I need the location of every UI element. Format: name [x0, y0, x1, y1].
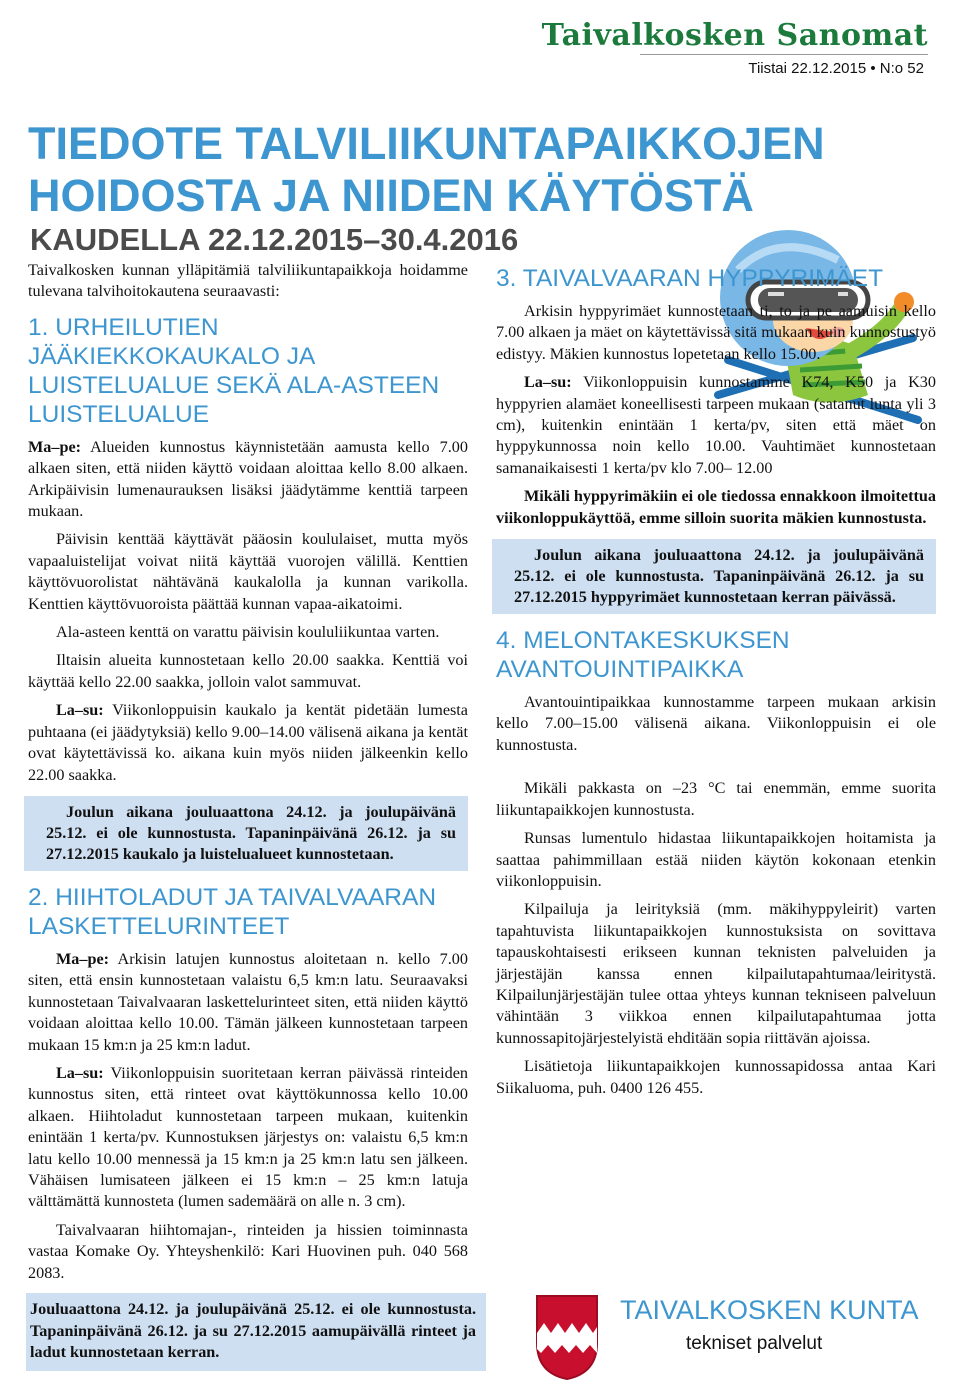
section-1-paragraph — [28, 700, 468, 786]
headline-line-1: TIEDOTE TALVILIIKUNTAPAIKKOJEN — [28, 118, 825, 169]
section-1-paragraph — [28, 437, 468, 523]
section-1-paragraph: Ala-asteen kenttä on varattu päivisin koululiikuntaa varten. — [56, 623, 440, 642]
section-3-paragraph: Arkisin hyppyrimäet kunnostetaan ti, to ja pe aamuisin kello 7.00 alkaen ja mäet on käytettävissä sitä mukaan kuin kunnostustyö edistyy. Mäkien kunnostus lopetetaan kello 15.00. — [496, 302, 936, 363]
newspaper-name: Taivalkosken Sanomat — [541, 18, 928, 53]
weekend-label: La–su: — [56, 701, 104, 720]
section-2-paragraph: Taivalvaaran hiihtomajan-, rinteiden ja hissien toiminnasta vastaa Komake Oy. Yhteyshenkilö: Kari Huovinen puh. 040 568 2083. — [28, 1220, 468, 1282]
section-2-paragraph — [28, 949, 468, 1056]
general-paragraph: Runsas lumentulo hidastaa liikuntapaikkojen hoitamista ja saattaa pahimmillaan estää niiden käytön kokonaan etenkin viikonloppuisin. — [496, 829, 936, 890]
page-headline — [28, 118, 825, 222]
section-1-p1-text: Alueiden kunnostus käynnistetään aamusta kello 7.00 alkaen siten, että niiden käyttö voidaan aloittaa kello 8.00 alkaen. Arkipäivisin lumenaurauksen lisäksi jäädytämme kenttiä tarpeen mukaan. — [28, 437, 468, 521]
section-1-p5-text: Viikonloppuisin kaukalo ja kentät pidetään lumesta puhtaana (ei jäädytyksiä) kello 9.00–14.00 välisenä aikana ja kentät ovat käytettävissä ko. aikana kuin myös niiden jälkeenkin kello 22.00 saakka. — [28, 701, 468, 784]
organization-unit: tekniset palvelut — [686, 1333, 823, 1354]
right-column — [496, 260, 936, 1106]
section-1-paragraph: Iltaisin alueita kunnostetaan kello 20.00 saakka. Kenttiä voi käyttää kello 22.00 saakka, jolloin valot sammuvat. — [28, 651, 468, 691]
section-2-p1-text: Arkisin latujen kunnostus aloitetaan n. kello 7.00 siten, että ensin kunnostetaan valaistu 6,5 km:n latu. Seuraavaksi kunnostetaan Taivalvaaran laskettelurinteet siten, että niiden käyttö voidaan aloittaa kello 10.00. Tämän jälkeen kunnostetaan tarpeen mukaan 15 km:n ja 25 km:n ladut. — [28, 949, 468, 1054]
section-2-heading: 2. HIIHTOLADUT JA TAIVALVAARAN LASKETTELURINTEET — [28, 883, 437, 940]
general-paragraph: Lisätietoja liikuntapaikkojen kunnossapidossa antaa Kari Siikaluoma, puh. 0400 126 455. — [496, 1057, 936, 1097]
intro-paragraph: Taivalkosken kunnan ylläpitämiä talviliikuntapaikkoja hoidamme tulevana talvihoitokautena seuraavasti: — [28, 261, 468, 301]
organization-name: TAIVALKOSKEN KUNTA — [620, 1295, 919, 1325]
weekday-label: Ma–pe: — [28, 437, 82, 456]
issue-line: Tiistai 22.12.2015 • N:o 52 — [748, 60, 924, 77]
page-subheadline: KAUDELLA 22.12.2015–30.4.2016 — [30, 222, 519, 257]
section-1-heading: 1. URHEILUTIEN JÄÄKIEKKOKAUKALO JA LUISTELUALUE SEKÄ ALA-ASTEEN LUISTELUALUE — [28, 313, 440, 428]
section-2-p2-text: Viikonloppuisin suoritetaan kerran päivässä rinteiden kunnostus siten, että rinteet ovat käyttökunnossa kello 10.00 alkaen. Hiihtoladut kunnostetaan tarpeen mukaan, kuitenkin enintään 1 kerta/pv. Kunnostuksen järjestys on: valaistu 6,5 km:n latu kello 10.00 mennessä ja 15 km:n ja 25 km:n latu sen jälkeen. Vähäisen lumisateen jälkeen ei 15 km:n – 25 km:n latuja välttämättä kunnosteta (lumen sademäärä on alle n. 3 cm). — [28, 1063, 468, 1211]
section-3-p2-text: Viikonloppuisin kunnostamme K74, K50 ja K30 hyppyrien alamäet koneellisesti tarpeen mukaan (satanut lunta yli 3 cm), kuitenkin enintään 1 kerta/pv, siten että mäet on hyppykunnossa noin kello 10.00. Vauhtimäet kunnostetaan samanaikaisesti 1 kerta/pv klo 7.00– 12.00 — [496, 373, 936, 477]
section-3-paragraph — [496, 372, 936, 479]
section-3-paragraph: Mikäli hyppyrimäkiin ei ole tiedossa ennakkoon ilmoitettua viikonloppukäyttöä, emme silloin suorita mäkien kunnostusta. — [496, 487, 936, 527]
section-3-holiday-notice: Joulun aikana jouluaattona 24.12. ja joulupäivänä 25.12. ei ole kunnostusta. Tapaninpäivänä 26.12. ja su 27.12.2015 hyppyrimäet kunnostetaan kerran päivässä. — [492, 539, 936, 614]
general-paragraph: Kilpailuja ja leirityksiä (mm. mäkihyppyleirit) varten tapahtuvista liikuntapaikkojen kunnostuksista on sovittava tapauskohtaisesti erikseen kunnan teknisten palveluiden ja järjestäjän kanssa ennen kilpailutapahtumaa/leiritystä. Kilpailunjärjestäjän tulee ottaa yhteys kunnan tekniseen palveluun vähintään 3 viikkoa ennen kilpailutapahtumaa jotta kunnossapitojärjestelyistä ehditään sopia riittävän ajoissa. — [496, 900, 936, 1047]
weekday-label: Ma–pe: — [56, 949, 110, 968]
section-2-paragraph — [28, 1063, 468, 1213]
section-2-holiday-notice: Jouluaattona 24.12. ja joulupäivänä 25.12. ei ole kunnostusta. Tapaninpäivänä 26.12. ja su 27.12.2015 aamupäivällä rinteet ja ladut kunnostetaan kerran. — [26, 1293, 486, 1371]
section-3-heading: 3. TAIVALVAARAN HYPPYRIMÄET — [496, 265, 884, 292]
weekend-label: La–su: — [524, 373, 572, 392]
municipal-coat-of-arms — [534, 1293, 600, 1381]
section-1-paragraph: Päivisin kenttää käyttävät pääosin koululaiset, mutta myös vapaaluistelijat voivat niitä käyttää vuorojen välillä. Kenttien käyttövuorolistat nähtävänä kaukalolla ja kunnan varikolla. Kenttien käyttövuoroista päättää kunnan vapaa-aikatoimi. — [28, 530, 468, 613]
general-paragraph: Mikäli pakkasta on –23 °C tai enemmän, emme suorita liikuntapaikkojen kunnostusta. — [496, 779, 936, 819]
headline-line-2: HOIDOSTA JA NIIDEN KÄYTÖSTÄ — [28, 170, 754, 221]
section-4-paragraph: Avantouintipaikkaa kunnostamme tarpeen mukaan arkisin kello 7.00–15.00 välisenä aikana. Viikonloppuisin ei ole kunnostusta. — [496, 693, 936, 754]
section-4-heading: 4. MELONTAKESKUKSEN AVANTOUINTIPAIKKA — [496, 627, 790, 684]
weekend-label: La–su: — [56, 1063, 104, 1082]
section-1-holiday-notice: Joulun aikana jouluaattona 24.12. ja joulupäivänä 25.12. ei ole kunnostusta. Tapaninpäivänä 26.12. ja su 27.12.2015 kaukalo ja luistelualueet kunnostetaan. — [24, 796, 468, 871]
masthead-divider — [640, 54, 928, 55]
left-column — [28, 260, 468, 1291]
